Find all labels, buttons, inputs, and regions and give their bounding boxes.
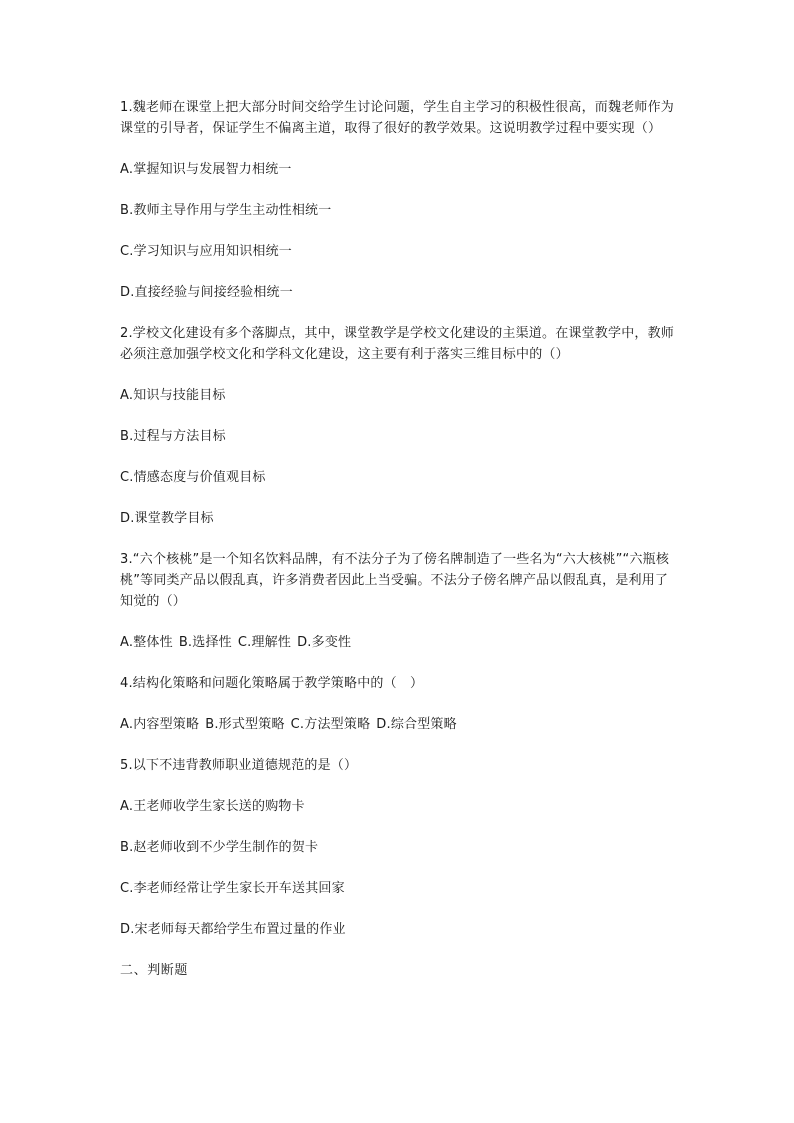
document-page (120, 97, 675, 981)
section-title: 二、判断题 (120, 963, 189, 978)
question-2-option-b: B.过程与方法目标 (120, 429, 226, 444)
question-4-option-d: D.综合型策略 (376, 717, 457, 732)
question-4-stem: 4.结构化策略和问题化策略属于教学策略中的（ ） (120, 676, 424, 691)
question-3-option-d: D.多变性 (297, 635, 352, 650)
question-5-option-c: C.李老师经常让学生家长开车送其回家 (120, 881, 345, 896)
question-3-option-b: B.选择性 (178, 635, 232, 650)
question-4-option-a: A.内容型策略 (120, 717, 200, 732)
question-5-option-b: B.赵老师收到不少学生制作的贺卡 (120, 840, 319, 855)
question-1-option-c: C.学习知识与应用知识相统一 (120, 244, 293, 259)
question-5-option-d: D.宋老师每天都给学生布置过量的作业 (120, 922, 346, 937)
question-1-option-a: A.掌握知识与发展智力相统一 (120, 162, 292, 177)
question-2-stem: 2.学校文化建设有多个落脚点，其中，课堂教学是学校文化建设的主渠道。在课堂教学中，教师必须注意加强学校文化和学科文化建设，这主要有利于落实三维目标中的（） (120, 326, 675, 362)
question-3-stem: 3.“六个核桃”是一个知名饮料品牌，有不法分子为了傍名牌制造了一些名为“六大核桃”“六瓶核桃”等同类产品以假乱真，许多消费者因此上当受骗。不法分子傍名牌产品以假乱真，是利用了知觉的（） (120, 552, 670, 609)
question-5-option-a: A.王老师收学生家长送的购物卡 (120, 799, 305, 814)
question-3-option-c: C.理解性 (237, 635, 292, 650)
question-4-option-c: C.方法型策略 (290, 717, 371, 732)
question-3-options (120, 632, 675, 653)
question-2-option-a: A.知识与技能目标 (120, 388, 226, 403)
question-5-stem: 5.以下不违背教师职业道德规范的是（） (120, 758, 358, 773)
question-2-option-d: D.课堂教学目标 (120, 511, 214, 526)
question-1-option-b: B.教师主导作用与学生主动性相统一 (120, 203, 332, 218)
question-2-option-c: C.情感态度与价值观目标 (120, 470, 266, 485)
question-1-stem: 1.魏老师在课堂上把大部分时间交给学生讨论问题，学生自主学习的积极性很高，而魏老师作为课堂的引导者，保证学生不偏离主道，取得了很好的教学效果。这说明教学过程中要实现（） (120, 100, 675, 136)
question-4-options (120, 714, 675, 735)
question-1-option-d: D.直接经验与间接经验相统一 (120, 285, 293, 300)
question-4-option-b: B.形式型策略 (205, 717, 285, 732)
question-3-option-a: A.整体性 (120, 635, 173, 650)
